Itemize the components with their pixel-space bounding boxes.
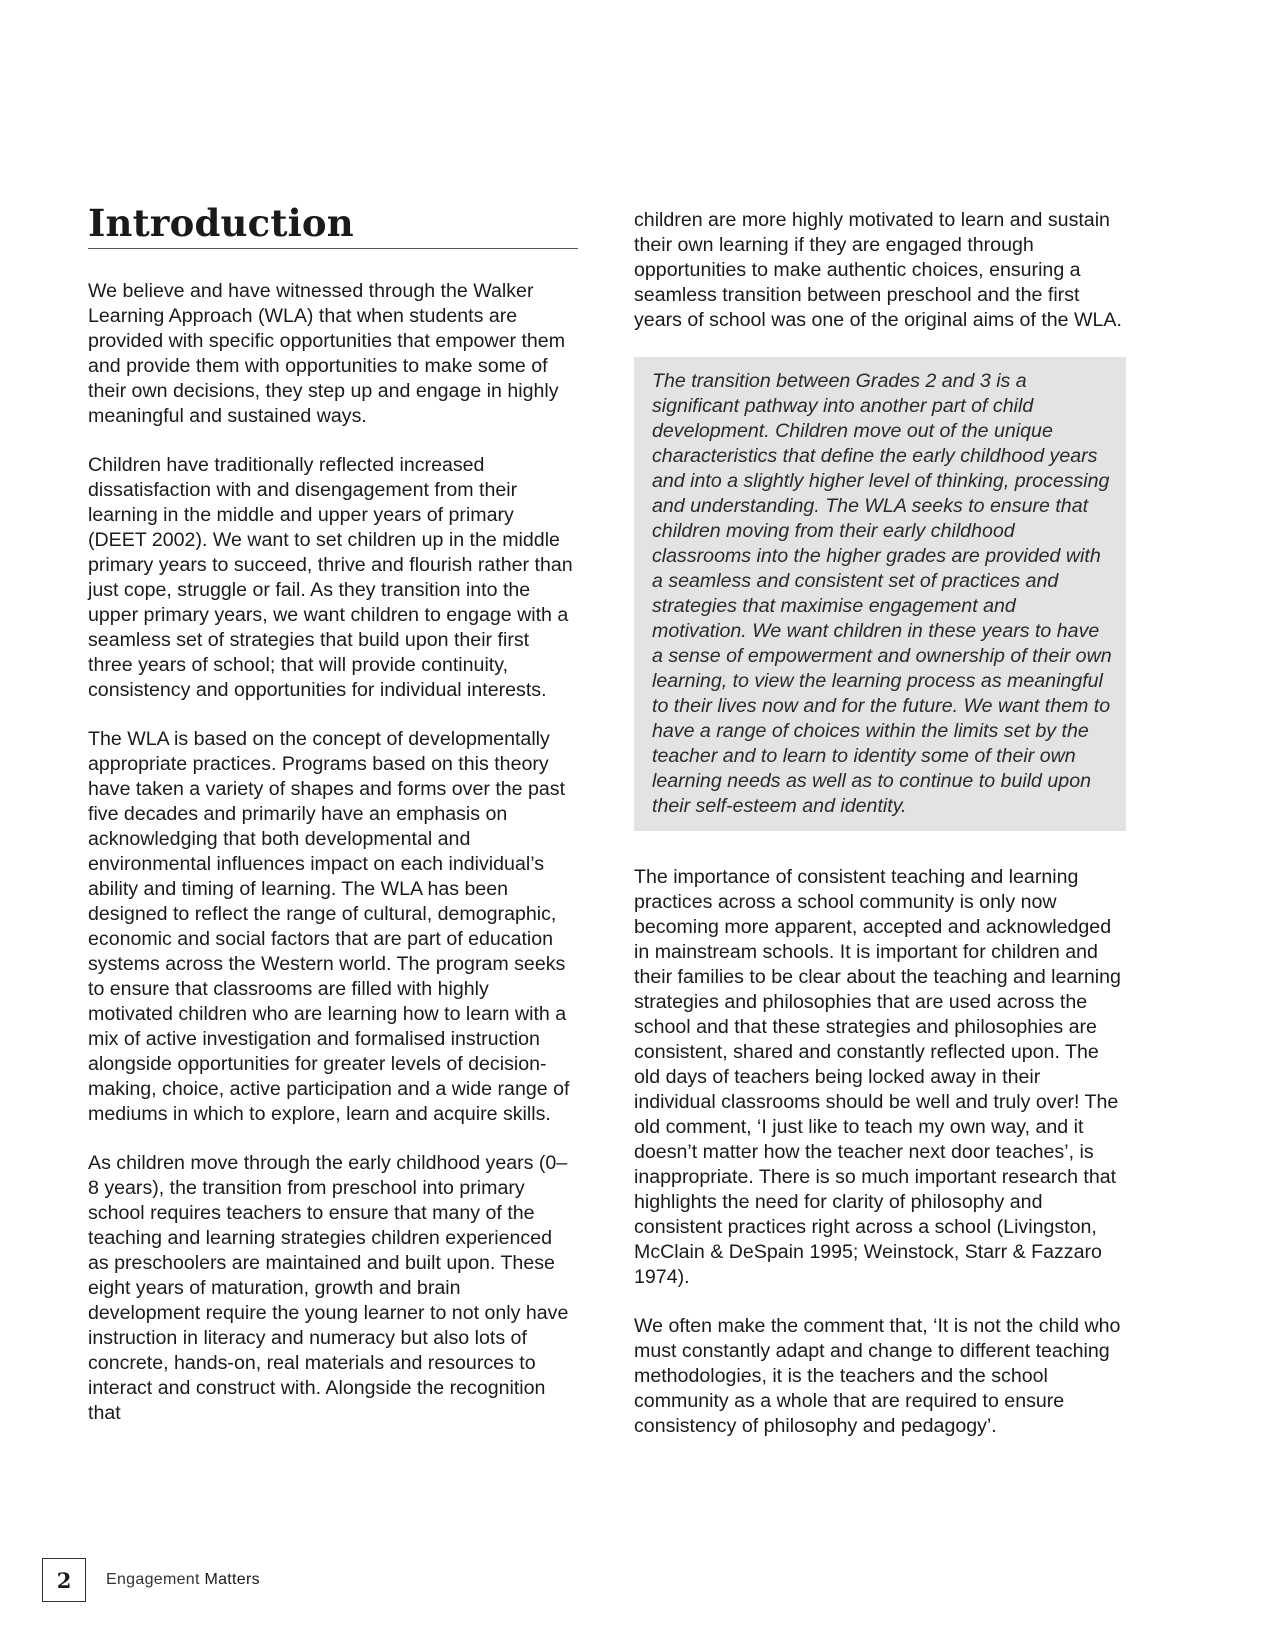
- paragraph-early-childhood-transition: As children move through the early childhood years (0–8 years), the transition from preschool into primary school requires teachers to ensure that many of the teaching and learning strategies children experienced as preschoolers are maintained and built upon. These eight years of maturation, growth and brain development require the young learner to not only have instruction in literacy and numeracy but also lots of concrete, hands-on, real materials and resources to interact and construct with. Alongside the recognition that: [88, 1152, 569, 1424]
- paragraph-wla-belief: We believe and have witnessed through the Walker Learning Approach (WLA) that when students are provided with specific opportunities that empower them and provide them with opportunities to make some of their own decisions, they step up and engage in highly meaningful and sustained ways.: [88, 280, 566, 427]
- callout-quote-text: The transition between Grades 2 and 3 is a significant pathway into another part of child development. Children move out of the unique characteristics that define the early childhood years and into a slightly higher level of thinking, processing and understanding. The WLA seeks to ensure that children moving from their early childhood classrooms into the higher grades are provided with a seamless and consistent set of practices and strategies that maximise engagement and motivation. We want children in these years to have a sense of empowerment and ownership of their own learning, to view the learning process as meaningful to their lives now and for the future. We want them to have a range of choices within the limits set by the teacher and to learn to identity some of their own learning needs as well as to continue to build upon their self-esteem and identity.: [652, 370, 1112, 817]
- paragraph-continuation: children are more highly motivated to learn and sustain their own learning if they are engaged through opportunities to make authentic choices, ensuring a seamless transition between preschool and the first years of school was one of the original aims of the WLA.: [634, 209, 1122, 331]
- page-title: Introduction: [88, 201, 354, 245]
- paragraph-developmental-practices: The WLA is based on the concept of developmentally appropriate practices. Programs based on this theory have taken a variety of shapes and forms over the past five decades and primarily have an emphasis on acknowledging that both developmental and environmental influences impact on each individual’s ability and timing of learning. The WLA has been designed to reflect the range of cultural, demographic, economic and social factors that are part of education systems across the Western world. The program seeks to ensure that classrooms are filled with highly motivated children who are learning how to learn with a mix of active investigation and formalised instruction alongside opportunities for greater levels of decision-making, choice, active participation and a wide range of mediums in which to explore, learn and acquire skills.: [88, 728, 570, 1125]
- title-underline: [88, 248, 578, 249]
- paragraph-disengagement: Children have traditionally reflected increased dissatisfaction with and disengagement from their learning in the middle and upper years of primary (DEET 2002). We want to set children up in the middle primary years to succeed, thrive and flourish rather than just cope, struggle or fail. As they transition into the upper primary years, we want children to engage with a seamless set of strategies that build upon their first three years of school; that will provide continuity, consistency and opportunities for individual interests.: [88, 454, 573, 701]
- callout-quote-box: [634, 357, 1126, 831]
- page-footer: [42, 1557, 260, 1603]
- paragraph-consistent-practices: The importance of consistent teaching and learning practices across a school community is only now becoming more apparent, accepted and acknowledged in mainstream schools. It is important for children and their families to be clear about the teaching and learning strategies and philosophies that are used across the school and that these strategies and philosophies are consistent, shared and constantly reflected upon. The old days of teachers being locked away in their individual classrooms should be well and truly over! The old comment, ‘I just like to teach my own way, and it doesn’t matter how the teacher next door teaches’, is inappropriate. There is so much important research that highlights the need for clarity of philosophy and consistent practices right across a school (Livingston, McClain & DeSpain 1995; Weinstock, Starr & Fazzaro 1974).: [634, 866, 1121, 1288]
- right-column: [634, 198, 1126, 1463]
- running-footer-title: [106, 1571, 260, 1589]
- page-number: 2: [42, 1558, 86, 1602]
- footer-title-strong: Matters: [204, 1571, 260, 1588]
- left-column: [88, 198, 576, 1450]
- footer-title-light: Engagement: [106, 1571, 200, 1588]
- paragraph-closing-comment: We often make the comment that, ‘It is not the child who must constantly adapt and change to different teaching methodologies, it is the teachers and the school community as a whole that are required to ensure consistency of philosophy and pedagogy’.: [634, 1315, 1121, 1437]
